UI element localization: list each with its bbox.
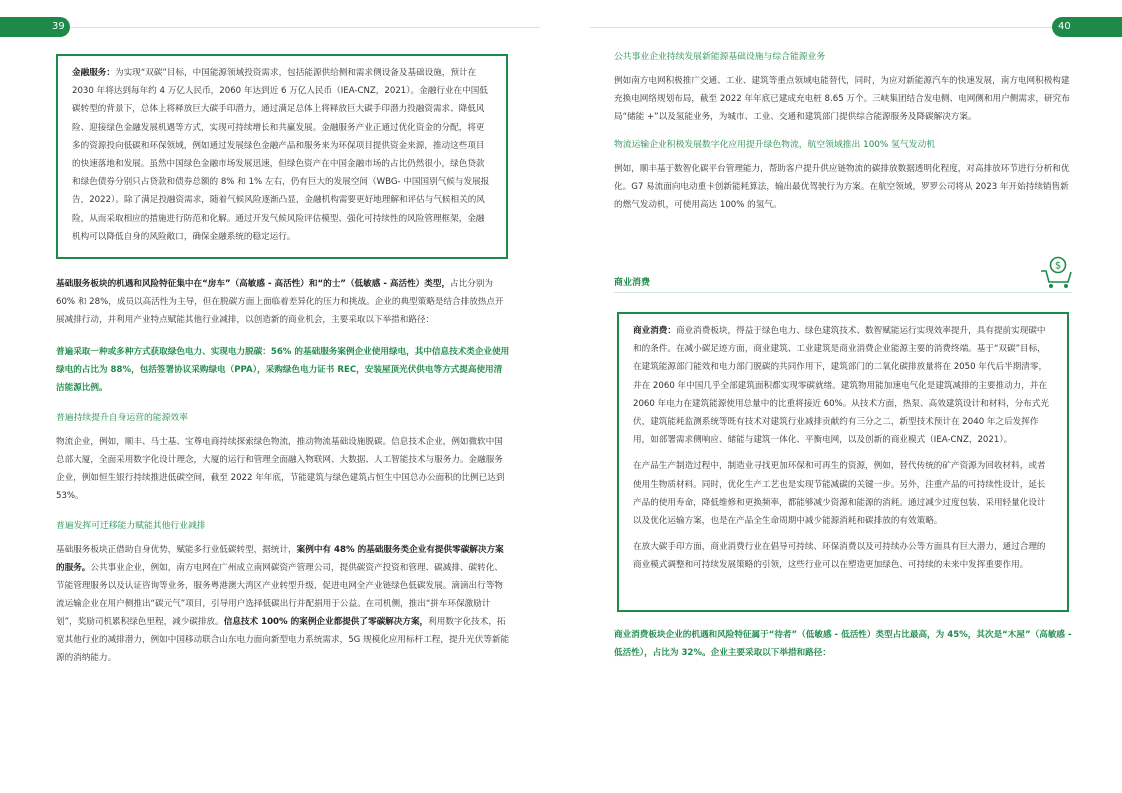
page-number-left: 39 [52,21,65,32]
commercial-p3: 在放大碳手印方面，商业消费行业在倡导可持续、环保消费以及可持续办公等方面具有巨大潜力，通过合理的商业模式调整和可持续发展策略的引领，这些行业可以在塑造更加绿色、可持续的未来中发挥重要作用。 [633,542,1046,571]
public-utility-text: 例如南方电网积极推广交通、工业、建筑等重点领域电能替代，同时，为应对新能源汽车的快速发展，南方电网积极构建充换电网络规划布局，截至 2022 年年底已建成充电桩 8.65 万个。三峡集团结合发电侧、电网侧和用户侧需求，研究布局“储能 +”以及氢能业务，为城市、工业、交通和建筑部门提供综合能源服务及降碳解决方案。 [614,76,1070,122]
financial-services-body: 为实现“双碳”目标，中国能源领域投资需求，包括能源供给侧和需求侧设备及基础设施，预计在 2030 年将达到每年约 4 万亿人民币，2060 年达到近 6 万亿人民币（IEA-CNZ，2021）。金融行业在中国低碳转型的背景下，总体上将释放巨大碳手印潜力，通过满足总体上将释放巨大碳手印潜力投融资需求、降低风险、迎接绿色金融发展机遇等方式，实现可持续增长和共赢发展。金融服务产业正通过优化资金的分配，将更多的资源投向低碳和环保领域，例如通过发展绿色金融产品和服务来为环保项目提供资金来源，推动这些项目的快速落地和发展。虽然中国绿色金融市场发展迅速，但绿色资产在中国金融市场的占比仍然很小，绿色贷款和绿色债券分别只占贷款和债券总额的 8% 和 1% 左右，仍有巨大的发展空间（WBG- 中国国别气候与发展报告，2022）。除了满足投融资需求，随着气候风险逐渐凸显，金融机构需要更好地理解和评估与气候相关的风险，从而采取相应的措施进行防范和化解。通过开发气候风险评估模型、强化可持续性的风险管理框架，金融机构可以降低自身的风险敞口，确保金融系统的稳定运行。 [72,68,490,242]
basic-services-paragraph [56,275,510,329]
commercial-highlight: 商业消费板块企业的机遇和风险特征属于“待者”（低敏感 - 低活性）类型占比最高，为 45%，其次是“木屋”（高敏感 - 低活性），占比为 32%。企业主要采取以下举措和路径： [614,630,1072,658]
financial-services-label: 金融服务： [72,68,115,78]
basic-services-bold: 基础服务板块的机遇和风险特征集中在“房车”（高敏感 - 高活性）和“的士”（低敏感 - 高活性）类型， [56,279,451,289]
logistics-text: 例如，顺丰基于数智化碳平台管理能力，帮助客户提升供应链物流的碳排放数据透明化程度，对高排放环节进行分析和优化。G7 易流面向电动重卡创新能耗算法，输出最优驾驶行为方案。在航空领域，罗罗公司将从 2023 年开始持续销售新的燃气发动机，可使用高达 100% 的氢气。 [614,164,1070,210]
commercial-p1-text: 商业消费板块，得益于绿色电力、绿色建筑技术、数智赋能运行实现效率提升，具有提前实现碳中和的条件。在减小碳足迹方面，商业建筑、工业建筑是商业消费企业能源主要的消费终端。基于“双碳”目标，在建筑能源部门能效和电力部门脱碳的共同作用下，建筑部门的二氧化碳排放量将在 2050 年代后半期清零，并在 2060 年中国几乎全部建筑面积都实现零碳就绪。建筑物用能加速电气化是建筑减排的主要推动力，并在 2060 年电力在建筑能源使用总量中的比重将接近 60%。从技术方面，热泵、高效建筑设计和材料，分布式光伏，建筑能耗监测系统等既有技术对建筑行业减排贡献约有三分之二，新型技术预计在 2040 年之后发挥作用，如部署需求侧响应、储能与建筑一体化、平衡电网，以及创新的商业模式（IEA-CNZ，2021）。 [633,326,1049,446]
empower-text-e: 利用数字化技术，拓宽其他行业的减排潜力，例如中国移动联合山东电力面向新型电力系统需求，5G 规模化应用标杆工程，提升光伏等新能源的消纳能力。 [56,617,510,663]
shopping-cart-dollar-icon [1038,254,1074,290]
green-power-highlight: 普遍采取一种或多种方式获取绿色电力、实现电力脱碳：56% 的基础服务案例企业使用绿电，其中信息技术类企业使用绿电的占比为 88%，包括签署协议采购绿电（PPA），采购绿色电力证书 REC，安装屋顶光伏供电等方式提高使用清洁能源比例。 [56,347,510,393]
public-utility-heading: 公共事业企业持续发展新能源基础设施与综合能源业务 [614,52,826,62]
header-rule-right [590,27,1052,28]
left-column [56,275,510,667]
empower-text-d: 信息技术 100% 的案例企业都提供了零碳解决方案， [223,617,429,627]
section-title-rule [614,292,1072,293]
logistics-heading: 物流运输企业积极发展数字化应用提升绿色物流，航空领域推出 100% 氢气发动机 [614,140,936,150]
header-rule-left [70,27,540,28]
page-number-tab-right [1052,17,1122,37]
commercial-p1 [633,322,1053,449]
commercial-p2: 在产品生产制造过程中，制造业寻找更加环保和可再生的资源，例如，替代传统的矿产资源为回收材料，或者使用生物质材料。同时，优化生产工艺也是实现节能减碳的关键一步。另外，注重产品的可持续性设计，延长产品的使用寿命，降低维修和更换频率，都能够减少资源和能源的消耗。通过减少过度包装、采用轻量化设计以及优化运输方案，也是在产品全生命周期中减少能源消耗和碳排放的有效策略。 [633,461,1046,527]
energy-efficiency-heading: 普遍持续提升自身运营的能源效率 [56,413,188,423]
empower-industries-heading: 普遍发挥可迁移能力赋能其他行业减排 [56,521,206,531]
empower-text-b: 案例中有 48% 的基础服务类企业有提供零碳解决方案的服务。 [56,545,504,573]
commercial-section-title: 商业消费 [614,278,651,288]
commercial-label: 商业消费： [633,326,676,336]
commercial-consumption-box [617,312,1069,612]
right-column-top [614,48,1072,214]
basic-services-text: 占比分别为 60% 和 28%，成员以高活性为主导，但在脱碳方面上面临着差异化的压力和挑战。企业的典型策略是结合排放热点开展减排行动，并利用产业特点赋能其他行业减排，以创造新的商业机会，主要采取以下举措和路径： [56,279,504,325]
financial-services-text [72,64,492,246]
energy-efficiency-text: 物流企业，例如，顺丰、马士基、宝尊电商持续探索绿色物流，推动物流基础设施脱碳。信息技术企业，例如微软中国总部大厦，全面采用数字化设计理念，大厦的运行和管理全面融入物联网、大数据、人工智能技术与服务力。金融服务企业，例如恒生银行持续推进低碳空间，截至 2022 年年底，节能建筑与绿色建筑占恒生中国总办公面积的比例已达到 53%。 [56,437,505,501]
page-number-right: 40 [1058,21,1071,32]
svg-text:$: $ [1054,260,1062,272]
empower-industries-text [56,541,510,667]
page-number-tab-left [0,17,70,37]
empower-text-c: 公共事业企业，例如，南方电网在广州成立南网碳资产管理公司，提供碳资产投资和管理、碳减排、碳转化、节能管理服务以及认证咨询等业务，服务粤港澳大湾区产业转型升级，促进电网全产业链绿色低碳发展。滴滴出行等物流运输企业在用户侧推出“碳元气”项目，引导用户选择低碳出行并配捐用于公益。在司机侧，推出“拼车环保激励计划”，奖励司机累积绿色里程，减少碳排放。 [56,563,503,627]
financial-services-box [56,54,508,259]
empower-text-a: 基础服务板块正借助自身优势，赋能多行业低碳转型，据统计， [56,545,297,555]
